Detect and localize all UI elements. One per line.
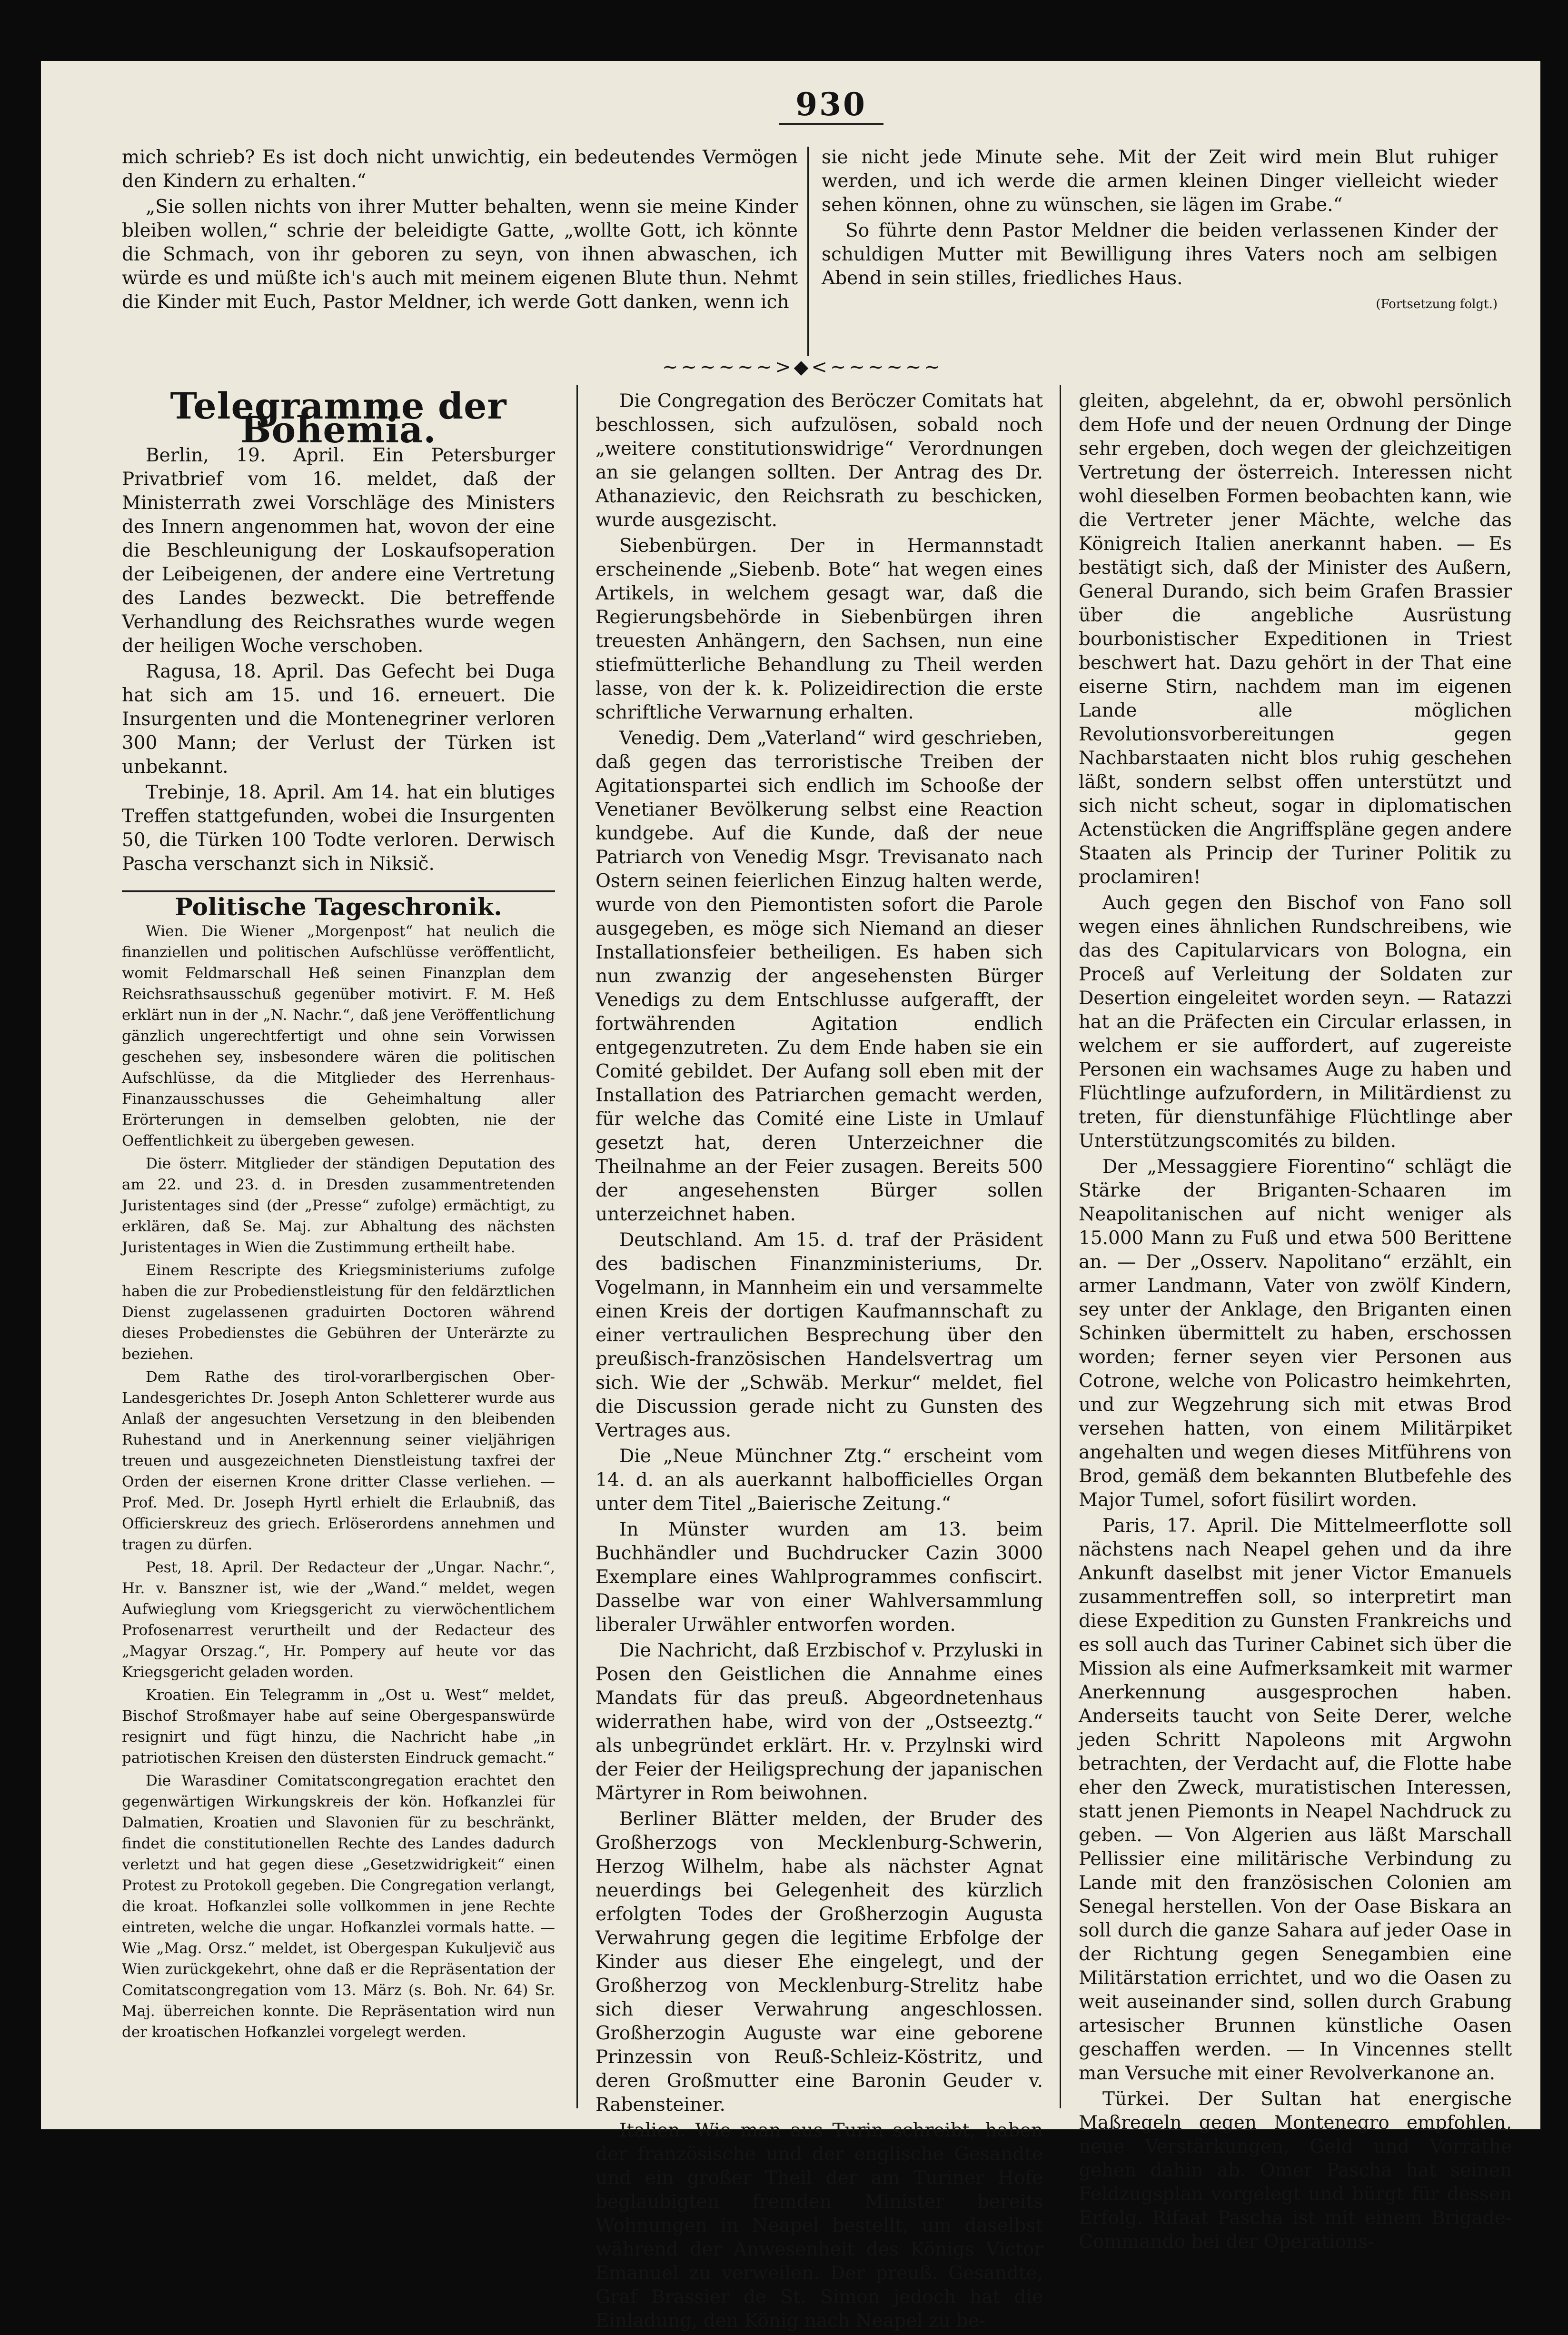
ornament-divider: ~~~~~~>◆<~~~~~~	[662, 356, 943, 378]
column-2	[595, 389, 1043, 2335]
chronik-item: Dem Rathe des tirol-vorarlbergischen Ober-Landesgerichtes Dr. Joseph Anton Schletterer wurde aus Anlaß der angesuchten Versetzung in den bleibenden Ruhestand und in Anerkennung seiner vieljährigen treuen und ausgezeichneten Dienstleistung taxfrei der Orden der eisernen Krone dritter Classe verliehen. — Prof. Med. Dr. Joseph Hyrtl erhielt die Erlaubniß, das Officierskreuz des griech. Erlöserordens annehmen und tragen zu dürfen.	[122, 1368, 555, 1553]
column-rule	[807, 147, 809, 356]
news-item: Italien. Wie man aus Turin schreibt, haben der französische und der englische Gesandte und ein großer Theil der am Turiner Hofe beglaubigten fremden Minister bereits Wohnungen in Neapel bestellt, um daselbst während der Anwesenheit des Königs Victor Emanuel zu verweilen. Der preuß. Gesandte, Graf Brassier de St. Simon jedoch hat die Einladung, den König nach Neapel zu be-	[595, 2120, 1043, 2332]
news-item: Der „Messaggiere Fiorentino“ schlägt die Stärke der Briganten-Schaaren im Neapolitanischen auf nicht weniger als 15.000 Mann zu Fuß und etwa 500 Berittene an. — Der „Osserv. Napolitano“ erzählt, ein armer Landmann, Vater von zwölf Kindern, sey unter der Anklage, den Briganten einen Schinken übermittelt zu haben, erschossen worden; ferner seyen vier Personen aus Cotrone, welche von Policastro heimkehrten, und zur Wegzehrung sich mit etwas Brod versehen hatten, von einem Militärpiket angehalten und wegen dieses Mitführens von Brod, gemäß dem bekannten Blutbefehle des Major Tumel, sofort füsilirt worden.	[1079, 1156, 1512, 1511]
section-rule	[122, 890, 555, 892]
story-column-right	[822, 146, 1498, 318]
news-item: Paris, 17. April. Die Mittelmeerflotte soll nächstens nach Neapel gehen und da ihre Ankunft daselbst mit jener Victor Emanuels zusammentreffen soll, so interpretirt man diese Expedition zu Gunsten Frankreichs und es soll auch das Turiner Cabinet sich über die Mission als eine Aufmerksamkeit mit warmer Anerkennung ausgesprochen haben. Anderseits taucht von Seite Derer, welche jeden Schritt Napoleons mit Argwohn betrachten, der Verdacht auf, die Flotte habe eher den Zweck, muratistischen Interessen, statt jenen Piemonts in Neapel Nachdruck zu geben. — Von Algerien aus läßt Marschall Pellissier eine militärische Verbindung zu Lande mit den französischen Colonien am Senegal herstellen. Von der Oase Biskara an soll durch die ganze Sahara auf jeder Oase in der Richtung gegen Senegambien eine Militärstation errichtet, und wo die Oasen zu weit auseinander sind, sollen durch Grabung artesischer Brunnen künstliche Oasen geschaffen werden. — In Vincennes stellt man Versuche mit einer Revolverkanone an.	[1079, 1515, 1512, 2084]
page-number-rule	[779, 123, 883, 125]
news-item: Türkei. Der Sultan hat energische Maßregeln gegen Montenegro empfohlen, neue Verstärkungen, Geld und Vorräthe gehen dahin ab. Omer Pascha hat seinen Feldzugsplan vorgelegt und bürgt für dessen Erfolg. Rifaat Pascha ist mit einem Brigade-Commando bei der Operations-	[1079, 2088, 1512, 2253]
chronik-item: Die österr. Mitglieder der ständigen Deputation des am 22. und 23. d. in Dresden zusammentretenden Juristentages sind (der „Presse“ zufolge) ermächtigt, zu erklären, daß Se. Maj. zur Abhaltung des nächsten Juristentages in Wien die Zustimmung ertheilt habe.	[122, 1155, 555, 1256]
column-3	[1079, 389, 1512, 2256]
telegram-trebinje: Trebinje, 18. April. Am 14. hat ein blutiges Treffen stattgefunden, wobei die Insurgenten 50, die Türken 100 Todte verloren. Derwisch Pascha verschanzt sich in Niksič.	[122, 782, 555, 875]
story-paragraph: So führte denn Pastor Meldner die beiden verlassenen Kinder der schuldigen Mutter mit Bewilligung ihres Vaters noch am selbigen Abend in sein stilles, friedliches Haus.	[822, 220, 1498, 289]
story-column-left	[122, 146, 798, 316]
news-item: Die Nachricht, daß Erzbischof v. Przyluski in Posen den Geistlichen die Annahme eines Mandats für das preuß. Abgeordnetenhaus widerrathen habe, wird von der „Ostseeztg.“ als unbegründet erklärt. Hr. v. Przylnski wird der Feier der Heiligsprechung der japanischen Märtyrer in Rom beiwohnen.	[595, 1640, 1043, 1804]
news-item: In Münster wurden am 13. beim Buchhändler und Buchdrucker Cazin 3000 Exemplare eines Wahlprogrammes confiscirt. Dasselbe war von einer Wahlversammlung liberaler Urwähler entworfen worden.	[595, 1519, 1043, 1636]
story-paragraph: mich schrieb? Es ist doch nicht unwichtig, ein bedeutendes Vermögen den Kindern zu erhalten.“	[122, 147, 798, 192]
news-item: Deutschland. Am 15. d. traf der Präsident des badischen Finanzministeriums, Dr. Vogelmann, in Mannheim ein und versammelte einen Kreis der dortigen Kaufmannschaft zu einer vertraulichen Besprechung über den preußisch-französischen Handelsvertrag um sich. Wie der „Schwäb. Merkur“ meldet, fiel die Discussion gerade nicht zu Gunsten des Vertrages aus.	[595, 1229, 1043, 1441]
chronik-item: Einem Rescripte des Kriegsministeriums zufolge haben die zur Probedienstleistung für den feldärztlichen Dienst zugelassenen graduirten Doctoren während dieses Probedienstes die Gebühren der Unterärzte zu beziehen.	[122, 1262, 555, 1363]
newspaper-page	[41, 61, 1540, 2332]
story-paragraph: sie nicht jede Minute sehe. Mit der Zeit wird mein Blut ruhiger werden, und ich werde die armen kleinen Dinger vielleicht wieder sehen können, ohne zu wünschen, sie lägen im Grabe.“	[822, 147, 1498, 216]
news-item: gleiten, abgelehnt, da er, obwohl persönlich dem Hofe und der neuen Ordnung der Dinge sehr ergeben, doch wegen der gleichzeitigen Vertretung der österreich. Interessen nicht wohl dieselben Formen beobachten kann, wie die Vertreter jener Mächte, welche das Königreich Italien anerkannt haben. — Es bestätigt sich, daß der Minister des Außern, General Durando, sich beim Grafen Brassier über die angebliche Ausrüstung bourbonistischer Expeditionen in Triest beschwert hat. Dazu gehört in der That eine eiserne Stirn, nachdem man im eigenen Lande alle möglichen Revolutionsvorbereitungen gegen Nachbarstaaten nicht blos ruhig geschehen läßt, sondern selbst offen unterstützt und sich nicht scheut, sogar in diplomatischen Actenstücken die Angriffspläne gegen andere Staaten als Princip der Turiner Politik zu proclamiren!	[1079, 390, 1512, 888]
news-item: Auch gegen den Bischof von Fano soll wegen eines ähnlichen Rundschreibens, wie das des Capitularvicars von Bologna, ein Proceß auf Verleitung der Soldaten zur Desertion eingeleitet worden seyn. — Ratazzi hat an die Präfecten ein Circular erlassen, in welchem er sie auffordert, auf zugereiste Personen ein wachsames Auge zu haben und Flüchtlinge aufzufordern, in Militärdienst zu treten, für dienstunfähige Flüchtlinge aber Unterstützungscomités zu bilden.	[1079, 892, 1512, 1152]
news-item: Die „Neue Münchner Ztg.“ erscheint vom 14. d. an als auerkannt halbofficielles Organ unter dem Titel „Baierische Zeitung.“	[595, 1446, 1043, 1515]
chronik-item: Wien. Die Wiener „Morgenpost“ hat neulich die finanziellen und politischen Aufschlüsse veröffentlicht, womit Feldmarschall Heß seinen Finanzplan dem Reichsrathsausschuß gegenüber motivirt. F. M. Heß erklärt nun in der „N. Nachr.“, daß jene Veröffentlichung gänzlich ungerechtfertigt und ohne sein Vorwissen geschehen sey, insbesondere wären die politischen Aufschlüsse, da die Mitglieder des Herrenhaus-Finanzausschusses die Geheimhaltung aller Erörterungen in demselben gelobten, nie der Oeffentlichkeit zu übergeben gewesen.	[122, 923, 555, 1149]
news-item: Siebenbürgen. Der in Hermannstadt erscheinende „Siebenb. Bote“ hat wegen eines Artikels, in welchem gesagt war, daß die Regierungsbehörde in Siebenbürgen ihren treuesten Anhängern, den Sachsen, nun eine stiefmütterliche Behandlung zu Theil werden lasse, von der k. k. Polizeidirection die erste schriftliche Verwarnung erhalten.	[595, 535, 1043, 723]
section-heading-tageschronik: Politische Tageschronik.	[175, 893, 502, 921]
chronik-item: Kroatien. Ein Telegramm in „Ost u. West“ meldet, Bischof Stroßmayer habe auf seine Obergespanswürde resignirt und fügt hinzu, die Nachricht habe „in patriotischen Kreisen den düstersten Eindruck gemacht.“	[122, 1686, 555, 1766]
story-paragraph: „Sie sollen nichts von ihrer Mutter behalten, wenn sie meine Kinder bleiben wollen,“ schrie der beleidigte Gatte, „wollte Gott, ich könnte die Schmach, von ihr geboren zu seyn, von ihnen abwaschen, ich würde es und müßte ich's auch mit meinem eigenen Blute thun. Nehmt die Kinder mit Euch, Pastor Meldner, ich werde Gott danken, wenn ich	[122, 196, 798, 313]
column-1	[122, 385, 555, 2045]
telegram-ragusa: Ragusa, 18. April. Das Gefecht bei Duga hat sich am 15. und 16. erneuert. Die Insurgenten und die Montenegriner verloren 300 Mann; der Verlust der Türken ist unbekannt.	[122, 661, 555, 778]
news-item: Venedig. Dem „Vaterland“ wird geschrieben, daß gegen das terroristische Treiben der Agitationspartei sich endlich im Schooße der Venetianer Bevölkerung selbst eine Reaction kundgebe. Auf die Kunde, daß der neue Patriarch von Venedig Msgr. Trevisanato nach Ostern seinen feierlichen Einzug halten werde, wurde von den Piemontisten sofort die Parole ausgegeben, es möge sich Niemand an dieser Installationsfeier betheiligen. Es haben sich nun zwanzig der angesehensten Bürger Venedigs zu dem Entschlusse aufgerafft, der fortwährenden Agitation endlich entgegenzutreten. Zu dem Ende haben sie ein Comité gebildet. Der Aufang soll eben mit der Installation des Patriarchen gemacht werden, für welche das Comité eine Liste in Umlauf gesetzt hat, deren Unterzeichner die Theilnahme an der Feier zusagen. Bereits 500 der angesehensten Bürger sollen unterzeichnet haben.	[595, 728, 1043, 1225]
column-rule	[576, 385, 578, 2108]
chronik-item: Pest, 18. April. Der Redacteur der „Ungar. Nachr.“, Hr. v. Banszner ist, wie der „Wand.“ meldet, wegen Aufwieglung vom Kriegsgericht zu vierwöchentlichem Profosenarrest verurtheilt und der Redacteur des „Magyar Orszag.“, Hr. Pompery auf heute vor das Kriegsgericht geladen worden.	[122, 1559, 555, 1681]
telegram-berlin: Berlin, 19. April. Ein Petersburger Privatbrief vom 16. meldet, daß der Ministerrath zwei Vorschläge des Ministers des Innern angenommen hat, wovon der eine die Beschleunigung der Loskaufsoperation der Leibeigenen, der andere eine Vertretung des Landes bezweckt. Die betreffende Verhandlung des Reichsrathes wurde wegen der heiligen Woche verschoben.	[122, 445, 555, 657]
news-item: Berliner Blätter melden, der Bruder des Großherzogs von Mecklenburg-Schwerin, Herzog Wilhelm, habe als nächster Agnat neuerdings bei Gelegenheit des kürzlich erfolgten Todes der Großherzogin Augusta Verwahrung gegen die legitime Erbfolge der Kinder aus dieser Ehe eingelegt, und der Großherzog von Mecklenburg-Strelitz habe sich dieser Verwahrung angeschlossen. Großherzogin Auguste war eine geborene Prinzessin von Reuß-Schleiz-Köstritz, und deren Großmutter eine Baronin Geuder v. Rabensteiner.	[595, 1808, 1043, 2115]
section-heading-telegramme: Telegramme der Bohemia.	[170, 385, 507, 451]
chronik-item: Die Warasdiner Comitatscongregation erachtet den gegenwärtigen Wirkungskreis der kön. Hofkanzlei für Dalmatien, Kroatien und Slavonien für zu beschränkt, findet die constitutionellen Rechte des Landes dadurch verletzt und hat gegen diese „Gesetzwidrigkeit“ einen Protest zu Protokoll gegeben. Die Congregation verlangt, die kroat. Hofkanzlei solle vollkommen in jene Rechte eintreten, welche die ungar. Hofkanzlei vormals hatte. — Wie „Mag. Orsz.“ meldet, ist Obergespan Kukuljevič aus Wien zurückgekehrt, ohne daß er die Repräsentation der Comitatscongregation vom 13. März (s. Boh. Nr. 64) Sr. Maj. überreichen konnte. Die Repräsentation wird nun der kroatischen Hofkanzlei vorgelegt werden.	[122, 1772, 555, 2041]
chronik-body	[122, 921, 555, 2043]
news-item: Die Congregation des Beröczer Comitats hat beschlossen, sich aufzulösen, sobald noch „weitere constitutionswidrige“ Verordnungen an sie gelangen sollten. Der Antrag des Dr. Athanazievic, den Reichsrath zu beschicken, wurde ausgezischt.	[595, 390, 1043, 531]
continuation-note: (Fortsetzung folgt.)	[1376, 297, 1498, 311]
column-rule	[1060, 385, 1061, 2108]
page-number: 930	[795, 86, 867, 123]
